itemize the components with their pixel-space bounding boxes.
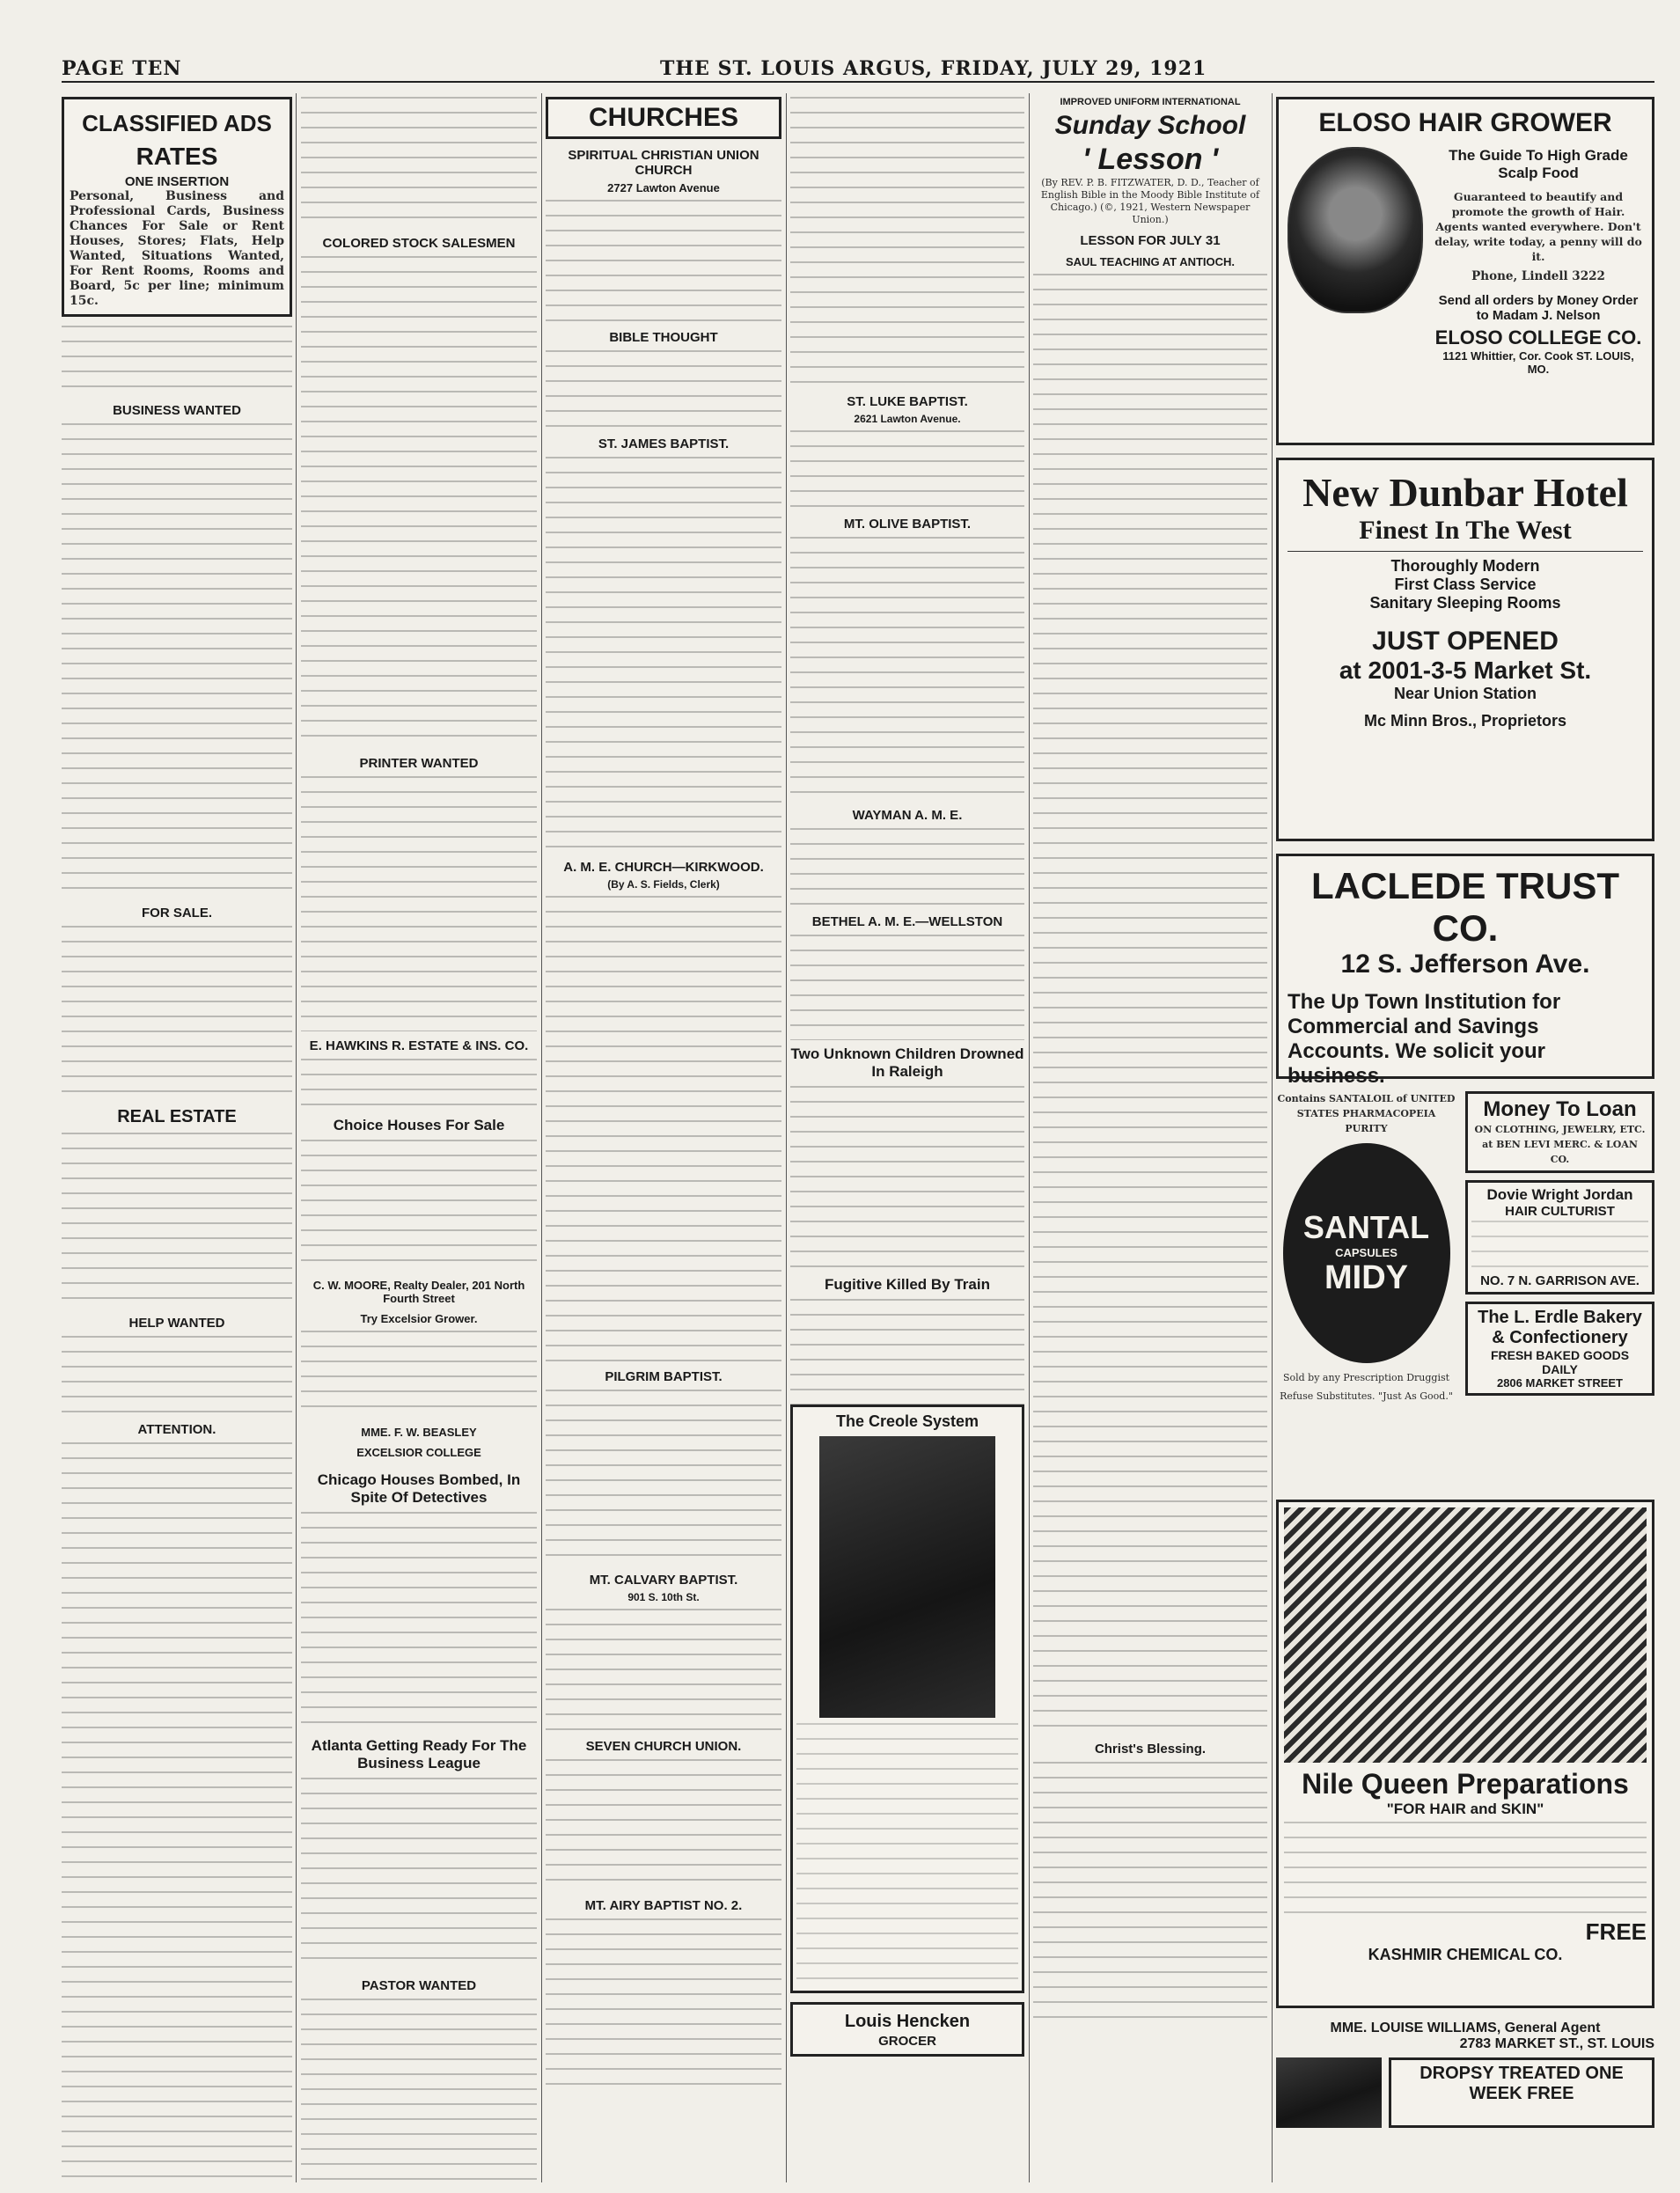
dovie-name: Dovie Wright Jordan (1486, 1186, 1633, 1203)
hencken-ad (790, 2002, 1024, 2057)
lesson-text-block (1033, 274, 1267, 1735)
money-on: ON CLOTHING, JEWELRY, ETC. at BEN LEVI MERC. & LOAN CO. (1474, 1124, 1646, 1165)
dropsy-ad (1389, 2057, 1654, 2128)
dunbar-feature: Thoroughly Modern (1390, 557, 1540, 575)
lesson-subject: SAUL TEACHING AT ANTIOCH. (1065, 255, 1236, 268)
article-text-block (301, 1778, 537, 1971)
column-sunday-school (1033, 97, 1267, 2182)
creole-title: The Creole System (835, 1412, 979, 1430)
dunbar-address: at 2001-3-5 Market St. (1339, 656, 1592, 684)
article-text-block (546, 1609, 781, 1732)
article-text-block (790, 1086, 1024, 1271)
section-heading: COLORED STOCK SALESMEN (322, 236, 516, 251)
column-divider (1272, 93, 1273, 2182)
eloso-address: 1121 Whittier, Cor. Cook ST. LOUIS, MO. (1442, 349, 1634, 376)
dunbar-hotel-ad (1276, 458, 1654, 841)
creole-ad-text (796, 1723, 1018, 1987)
nile-text (1284, 1822, 1647, 1918)
column-divider (296, 93, 297, 2182)
article-text-block (301, 1140, 537, 1272)
classified-text-block (62, 926, 292, 1102)
column-ads (1276, 97, 1654, 2182)
section-heading: HELP WANTED (128, 1316, 225, 1331)
erdle-title: The L. Erdle Bakery & Confectionery (1478, 1308, 1642, 1347)
article-text-block (301, 97, 537, 229)
newspaper-page (26, 9, 1654, 2182)
section-heading: BIBLE THOUGHT (609, 330, 718, 345)
rates-title: RATES (136, 143, 218, 170)
sunday-school-title: Sunday School (1054, 111, 1246, 140)
section-heading: ST. JAMES BAPTIST. (598, 436, 730, 451)
article-text-block (546, 896, 781, 1362)
churches-header-box (546, 97, 781, 139)
classified-title: CLASSIFIED ADS (82, 110, 272, 136)
top-rule (62, 81, 1654, 83)
section-heading: WAYMAN A. M. E. (852, 808, 963, 823)
dunbar-feature: First Class Service (1394, 576, 1537, 593)
dovie-title: HAIR CULTURIST (1505, 1204, 1615, 1219)
santal-ad (1276, 1091, 1456, 1487)
section-heading: SEVEN CHURCH UNION. (585, 1739, 742, 1754)
eloso-tagline: The Guide To High Grade Scalp Food (1449, 147, 1628, 181)
eloso-title: ELOSO HAIR GROWER (1318, 108, 1612, 137)
article-text-block (301, 1331, 537, 1419)
article-text-block (546, 457, 781, 853)
nile-free: FREE (1585, 1918, 1647, 1945)
article-text-block (301, 256, 537, 749)
article-text-block (790, 935, 1024, 1040)
santal-top: Contains SANTALOIL of UNITED STATES PHARMACOPEIA PURITY (1277, 1093, 1456, 1134)
money-title: Money To Loan (1483, 1097, 1637, 1121)
section-subheading: 901 S. 10th St. (627, 1591, 700, 1603)
santal-midy-oval (1283, 1143, 1450, 1363)
section-heading: SPIRITUAL CHRISTIAN UNION CHURCH (568, 148, 759, 178)
section-heading: Try Excelsior Grower. (360, 1312, 478, 1325)
laclede-title: LACLEDE TRUST CO. (1311, 865, 1619, 949)
article-text-block (546, 1918, 781, 2094)
column-divider (1029, 93, 1030, 2182)
section-heading: C. W. MOORE, Realty Dealer, 201 North Fourth Street (312, 1279, 525, 1305)
kashmir-name: KASHMIR CHEMICAL CO. (1368, 1946, 1563, 1963)
eloso-college: ELOSO COLLEGE CO. (1434, 326, 1642, 348)
classified-text-block (62, 423, 292, 898)
rates-text: Personal, Business and Professional Cards, Business Chances For Sale or Rent Houses, Stores; Flats, Help Wanted, Situations Wanted, For Rent Rooms, Rooms and Board, 5c per line; minimum 15c. (70, 189, 284, 308)
capsules-word: CAPSULES (1335, 1246, 1398, 1259)
dropsy-title: DROPSY TREATED ONE WEEK FREE (1420, 2064, 1624, 2103)
louise-williams: MME. LOUISE WILLIAMS, General Agent (1330, 2021, 1601, 2035)
section-subheading: 2727 Lawton Avenue (607, 181, 720, 194)
louise-address: 2783 MARKET ST., ST. LOUIS (1459, 2036, 1654, 2051)
headline: Atlanta Getting Ready For The Business League (311, 1737, 527, 1771)
column-divider (541, 93, 542, 2182)
lesson-title: ' Lesson ' (1082, 143, 1219, 176)
laclede-address: 12 S. Jefferson Ave. (1340, 950, 1590, 979)
section-heading: FOR SALE. (141, 906, 212, 920)
article-text-block (790, 430, 1024, 510)
eloso-body: Guaranteed to beautify and promote the growth of Hair. Agents wanted everywhere. Don't delay, write today, a penny will do it. (1434, 190, 1642, 263)
section-heading: A. M. E. CHURCH—KIRKWOOD. (563, 860, 764, 875)
dunbar-subtitle: Finest In The West (1359, 516, 1572, 545)
erdle-address: 2806 MARKET STREET (1496, 1376, 1624, 1390)
article-text-block (546, 1390, 781, 1566)
section-heading: MT. OLIVE BAPTIST. (843, 517, 972, 532)
section-heading: PRINTER WANTED (359, 756, 479, 771)
dunbar-title: New Dunbar Hotel (1302, 470, 1628, 515)
classified-header-box (62, 97, 292, 317)
dunbar-feature: Sanitary Sleeping Rooms (1369, 594, 1561, 612)
dunbar-proprietors: Mc Minn Bros., Proprietors (1363, 712, 1567, 730)
section-kicker: IMPROVED UNIFORM INTERNATIONAL (1060, 97, 1241, 107)
section-heading: BUSINESS WANTED (113, 403, 241, 418)
santal-refuse: Refuse Substitutes. "Just As Good." (1280, 1390, 1453, 1402)
section-heading: MT. CALVARY BAPTIST. (589, 1573, 738, 1588)
column-churches-2 (790, 97, 1024, 2182)
article-text-block (301, 1512, 537, 1732)
article-text-block (301, 1999, 537, 2182)
column-churches (546, 97, 781, 2182)
section-heading: E. HAWKINS R. ESTATE & INS. CO. (309, 1038, 529, 1053)
headline: Two Unknown Children Drowned In Raleigh (790, 1045, 1024, 1080)
article-text-block (301, 1059, 537, 1111)
dunbar-just-opened: JUST OPENED (1372, 627, 1559, 656)
section-heading: PASTOR WANTED (361, 1978, 477, 1993)
creole-photo (819, 1436, 995, 1718)
laclede-trust-ad (1276, 854, 1654, 1088)
lesson-text-block (1033, 1762, 1267, 2026)
lower-ad-photo (1276, 2057, 1382, 2128)
paper-dateline: THE ST. LOUIS ARGUS, FRIDAY, JULY 29, 1921 (660, 57, 1207, 80)
dovie-ad (1465, 1180, 1654, 1295)
article-text-block (790, 828, 1024, 907)
churches-title: CHURCHES (588, 103, 738, 132)
article-text-block (546, 200, 781, 323)
column-classified (62, 97, 292, 2182)
article-text-block (790, 537, 1024, 801)
hencken-trade: GROCER (878, 2034, 936, 2049)
erdle-sub: FRESH BAKED GOODS DAILY (1490, 1348, 1630, 1376)
dovie-address: NO. 7 N. GARRISON AVE. (1480, 1273, 1640, 1288)
section-heading: PILGRIM BAPTIST. (605, 1369, 723, 1384)
rates-subtitle: ONE INSERTION (124, 174, 230, 189)
section-heading: MME. F. W. BEASLEY (361, 1426, 477, 1439)
article-text-block (790, 97, 1024, 387)
santal-word: SANTAL (1302, 1209, 1430, 1245)
article-text-block (301, 776, 537, 1031)
dunbar-near: Near Union Station (1393, 685, 1537, 702)
section-heading: EXCELSIOR COLLEGE (356, 1446, 481, 1459)
classified-text-block (62, 1442, 292, 2182)
nile-queen-ad (1276, 1500, 1654, 2008)
erdle-bakery-ad (1465, 1302, 1654, 1396)
nile-title: Nile Queen Preparations (1302, 1768, 1629, 1800)
section-subheading: (By A. S. Fields, Clerk) (607, 878, 720, 891)
column-rentals (301, 97, 537, 2182)
lesson-byline: (By REV. P. B. FITZWATER, D. D., Teacher of English Bible in the Moody Bible Institute of Chicago.) (©, 1921, Western Newspaper Union.) (1040, 177, 1260, 225)
section-heading: ATTENTION. (137, 1422, 216, 1437)
headline: Choice Houses For Sale (333, 1117, 505, 1133)
midy-word: MIDY (1324, 1259, 1408, 1296)
section-heading: REAL ESTATE (117, 1107, 237, 1126)
section-heading: Christ's Blessing. (1094, 1742, 1207, 1757)
nile-queen-illustration (1284, 1507, 1647, 1763)
masthead (26, 9, 1654, 80)
article-text-block (546, 1759, 781, 1891)
section-heading: ST. LUKE BAPTIST. (847, 394, 968, 409)
section-subheading: 2621 Lawton Avenue. (854, 413, 961, 425)
hencken-name: Louis Hencken (844, 2012, 971, 2031)
classified-text-block (62, 326, 292, 396)
page-number: PAGE TEN (62, 57, 182, 80)
column-divider (786, 93, 787, 2182)
headline: Chicago Houses Bombed, In Spite Of Detectives (317, 1471, 521, 1506)
article-text-block (790, 1299, 1024, 1405)
money-loan-ad (1465, 1091, 1654, 1173)
laclede-tagline: The Up Town Institution for Commercial and Savings Accounts. We solicit your business. (1288, 990, 1561, 1088)
eloso-ad (1276, 97, 1654, 445)
article-text-block (546, 350, 781, 429)
nile-subtitle: "FOR HAIR and SKIN" (1386, 1801, 1544, 1817)
lesson-for: LESSON FOR JULY 31 (1080, 233, 1221, 248)
eloso-send: Send all orders by Money Order to Madam J. Nelson (1438, 293, 1639, 323)
classified-text-block (62, 1133, 292, 1309)
classified-text-block (62, 1336, 292, 1415)
eloso-phone: Phone, Lindell 3222 (1471, 269, 1605, 283)
dovie-text (1471, 1221, 1648, 1273)
creole-ad (790, 1405, 1024, 1993)
eloso-portrait (1288, 147, 1423, 313)
santal-sold: Sold by any Prescription Druggist (1282, 1372, 1450, 1383)
section-heading: BETHEL A. M. E.—WELLSTON (811, 914, 1003, 929)
headline: Fugitive Killed By Train (825, 1276, 990, 1293)
section-heading: MT. AIRY BAPTIST NO. 2. (584, 1898, 743, 1913)
